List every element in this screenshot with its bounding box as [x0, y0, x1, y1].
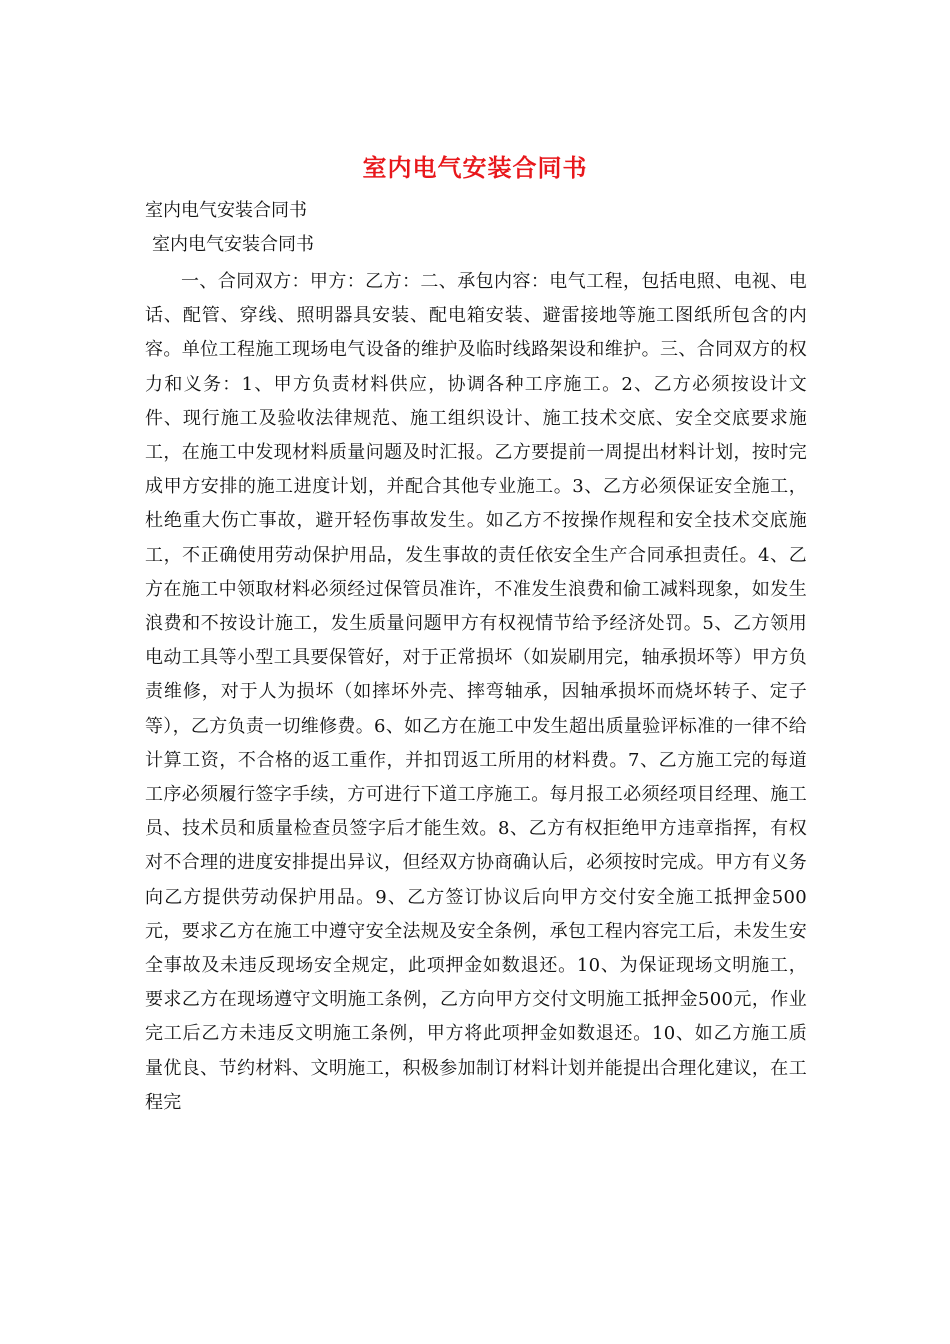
document-title: 室内电气安装合同书: [362, 153, 588, 182]
contract-body-text: 一、合同双方：甲方：乙方：二、承包内容：电气工程，包括电照、电视、电话、配管、穿线、照明器具安装、配电箱安装、避雷接地等施工图纸所包含的内容。单位工程施工现场电气设备的维护及临时线路架设和维护。三、合同双方的权力和义务：1、甲方负责材料供应，协调各种工序施工。2、乙方必须按设计文件、现行施工及验收法律规范、施工组织设计、施工技术交底、安全交底要求施工，在施工中发现材料质量问题及时汇报。乙方要提前一周提出材料计划，按时完成甲方安排的施工进度计划，并配合其他专业施工。3、乙方必须保证安全施工，杜绝重大伤亡事故，避开轻伤事故发生。如乙方不按操作规程和安全技术交底施工，不正确使用劳动保护用品，发生事故的责任依安全生产合同承担责任。4、乙方在施工中领取材料必须经过保管员准许，不准发生浪费和偷工减料现象，如发生浪费和不按设计施工，发生质量问题甲方有权视情节给予经济处罚。5、乙方领用电动工具等小型工具要保管好，对于正常损坏（如炭刷用完，轴承损坏等）甲方负责维修，对于人为损坏（如摔坏外壳、摔弯轴承，因轴承损坏而烧坏转子、定子等），乙方负责一切维修费。6、如乙方在施工中发生超出质量验评标准的一律不给计算工资，不合格的返工重作，并扣罚返工所用的材料费。7、乙方施工完的每道工序必须履行签字手续，方可进行下道工序施工。每月报工必须经项目经理、施工员、技术员和质量检查员签字后才能生效。8、乙方有权拒绝甲方违章指挥，有权对不合理的进度安排提出异议，但经双方协商确认后，必须按时完成。甲方有义务向乙方提供劳动保护用品。9、乙方签订协议后向甲方交付安全施工抵押金500元，要求乙方在施工中遵守安全法规及安全条例，承包工程内容完工后，未发生安全事故及未违反现场安全规定，此项押金如数退还。10、为保证现场文明施工，要求乙方在现场遵守文明施工条例，乙方向甲方交付文明施工抵押金500元，作业完工后乙方未违反文明施工条例，甲方将此项押金如数退还。10、如乙方施工质量优良、节约材料、文明施工，积极参加制订材料计划并能提出合理化建议，在工程完: [145, 271, 807, 1113]
document-subtitle: 室内电气安装合同书: [145, 200, 307, 221]
document-subtitle-repeat: 室内电气安装合同书: [152, 234, 314, 255]
